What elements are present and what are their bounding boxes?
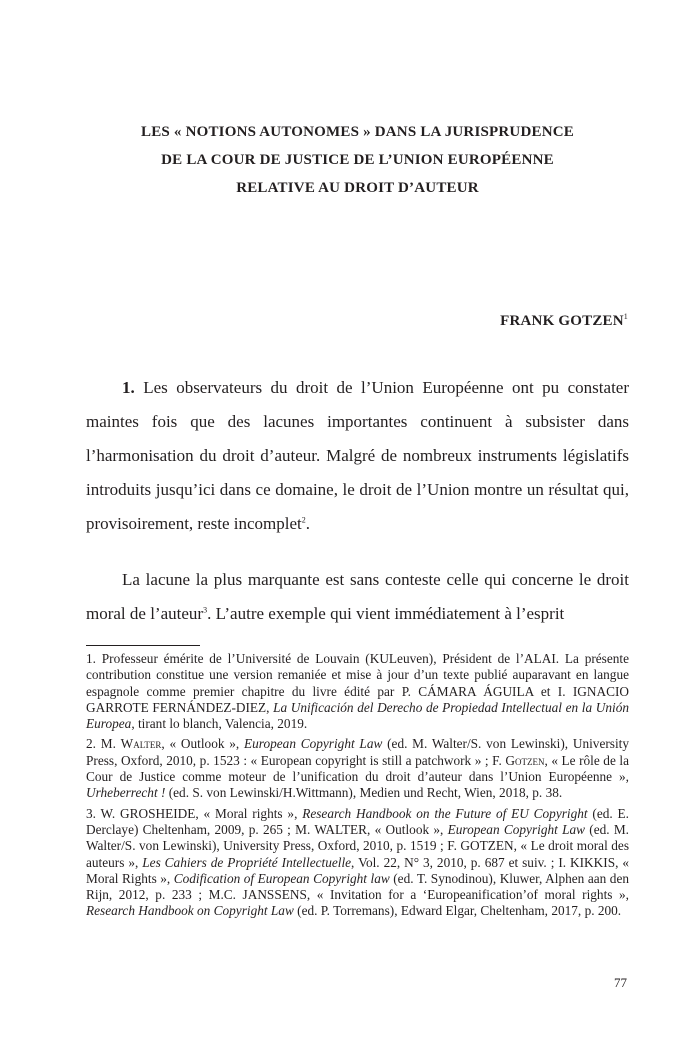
article-title: [85, 118, 630, 202]
footnote-1: 1. Professeur émérite de l’Université de Louvain (KULeuven), Président de l’ALAI. La présente contribution constitue une version remaniée et mise à jour d’un texte publié auparavant en langue espagnole comme premier chapitre du livre édité par P. CÁMARA ÁGUILA et I. IGNACIO GARROTE FERNÁNDEZ-DIEZ, La Unificación del Derecho de Propiedad Intellectual en la Unión Europea, tirant lo blanch, Valencia, 2019.: [86, 651, 629, 732]
footnote-ref-2: 2: [301, 515, 306, 525]
title-line-1: LES « NOTIONS AUTONOMES » DANS LA JURISPRUDENCE: [141, 124, 574, 140]
body-paragraph-2: [86, 563, 629, 631]
paragraph-2-end: . L’autre exemple qui vient immédiatement à l’esprit: [207, 604, 565, 623]
title-line-3: RELATIVE AU DROIT D’AUTEUR: [236, 180, 479, 196]
author-name-text: FRANK GOTZEN: [500, 313, 624, 329]
page-number: 77: [614, 975, 627, 990]
footnotes: [86, 651, 629, 924]
paragraph-2-text: La lacune la plus marquante est sans conteste celle qui concerne le droit moral de l’auteur: [86, 570, 629, 623]
paragraph-number: 1.: [122, 378, 135, 397]
title-line-2: DE LA COUR DE JUSTICE DE L’UNION EUROPÉENNE: [161, 152, 554, 168]
footnote-ref-3: 3: [203, 605, 208, 615]
author-name: [500, 313, 628, 330]
paragraph-1-end: .: [305, 514, 310, 533]
paragraph-1-text: Les observateurs du droit de l’Union Européenne ont pu constater maintes fois que des lacunes importantes continuent à subsister dans l’harmonisation du droit d’auteur. Malgré de nombreux instruments législatifs introduits jusqu’ici dans ce domaine, le droit de l’Union montre un résultat qui, provisoirement, reste incomplet: [86, 378, 629, 533]
footnote-3: 3. W. GROSHEIDE, « Moral rights », Research Handbook on the Future of EU Copyright (ed. E. Derclaye) Cheltenham, 2009, p. 265 ; M. WALTER, « Outlook », European Copyright Law (ed. M. Walter/S. von Lewinski), University Press, Oxford, 2010, p. 1519 ; F. GOTZEN, « Le droit moral des auteurs », Les Cahiers de Propriété Intellectuelle, Vol. 22, N° 3, 2010, p. 687 et suiv. ; I. KIKKIS, « Moral Rights », Codification of European Copyright law (ed. T. Synodinou), Kluwer, Alphen aan den Rijn, 2012, p. 233 ; M.C. JANSSENS, « Invitation for a ‘Europeanification’of moral rights », Research Handbook on Copyright Law (ed. P. Torremans), Edward Elgar, Cheltenham, 2017, p. 200.: [86, 805, 630, 919]
footnote-separator: [86, 645, 200, 646]
footnote-ref-1: 1: [623, 312, 628, 321]
footnote-2: 2. M. Walter, « Outlook », European Copyright Law (ed. M. Walter/S. von Lewinski), University Press, Oxford, 2010, p. 1523 : « European copyright is still a patchwork » ; F. Gotzen, « Le rôle de la Cour de Justice comme moteur de l’unification du droit d’auteur dans l’Union Européenne », Urheberrecht ! (ed. S. von Lewinski/H.Wittmann), Medien und Recht, Wien, 2018, p. 38.: [86, 736, 630, 801]
body-paragraph-1: [86, 371, 629, 541]
